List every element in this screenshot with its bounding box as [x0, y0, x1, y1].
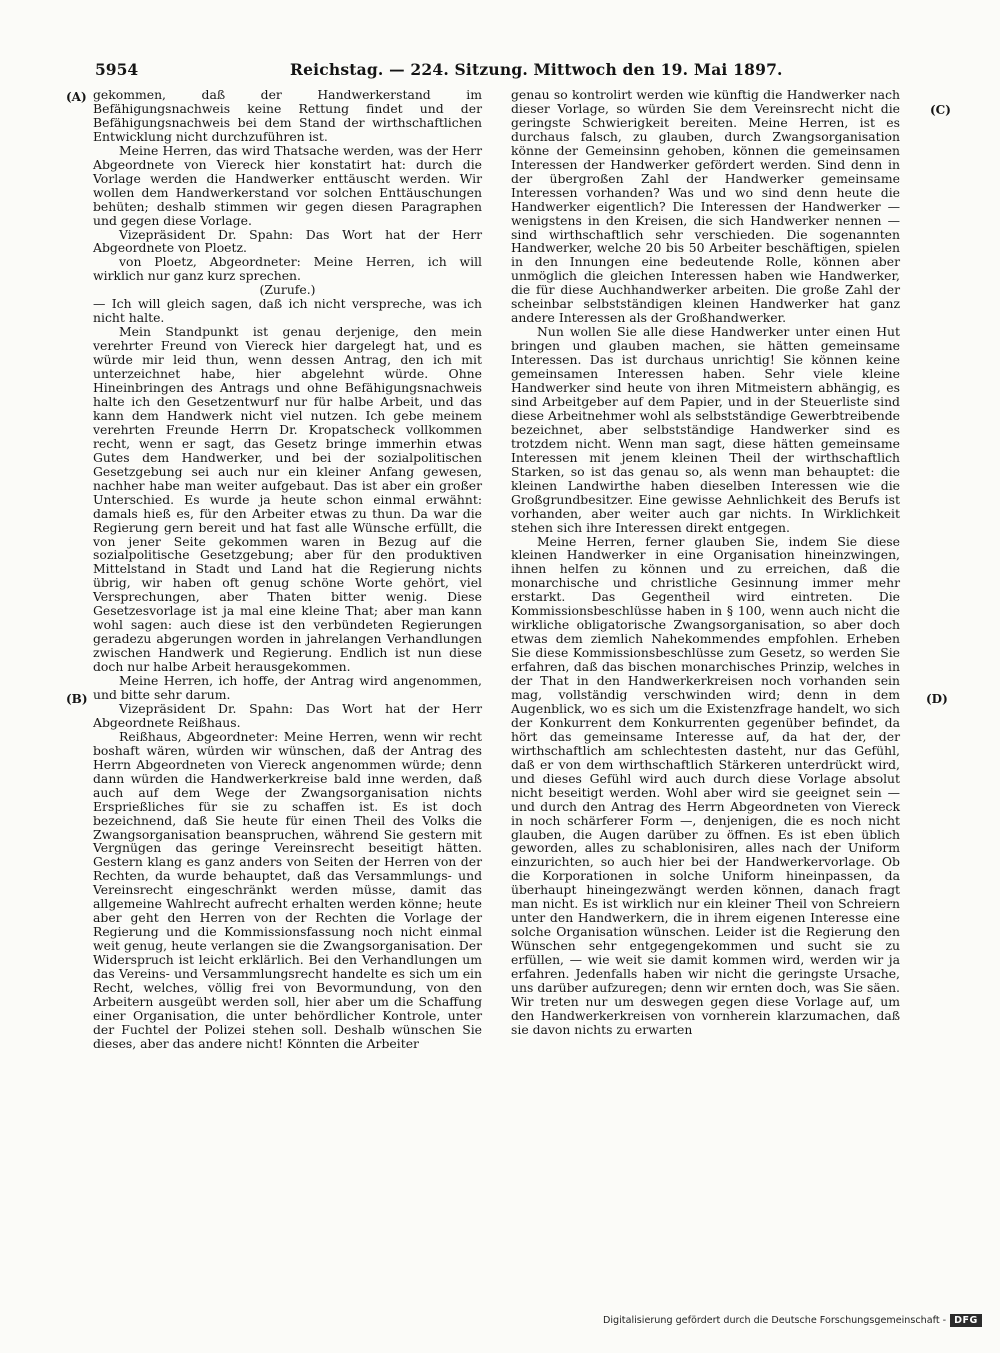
- paragraph: Meine Herren, das wird Thatsache werden, was der Herr Abgeordnete von Viereck hier konstatirt hat: durch die Vorlage werden die Handwerker enttäuscht werden. Wir wollen dem Handwerkerstand vor solchen Enttäuschungen behüten; deshalb stimmen wir gegen diesen Paragraphen und gegen diese Vorlage.: [93, 142, 482, 228]
- margin-marker-a: (A): [66, 90, 87, 104]
- paragraph: Reißhaus, Abgeordneter: Meine Herren, wenn wir recht boshaft wären, würden wir wünschen, daß der Antrag des Herrn Abgeordneten von Viereck angenommen würde; denn dann würden die Handwerkerkreise bald inne werden, daß auch auf dem Wege der Zwangsorganisation nichts Ersprießliches für sie zu schaffen ist. Es ist doch bezeichnend, daß Sie heute für einen Theil des Volks die Zwangsorganisation beanspruchen, während Sie gestern mit Vergnügen das geringe Vereinsrecht beseitigt hätten. Gestern klang es ganz anders von Seiten der Herren von der Rechten, da wurde behauptet, daß das Versammlungs- und Vereinsrecht eingeschränkt werden müsse, damit das allgemeine Wahlrecht aufrecht erhalten werden könne; heute aber geht den Herren von der Rechten die Vorlage der Regierung und die Kommissionsfassung noch nicht einmal weit genug, heute verlangen sie die Zwangsorganisation. Der Widerspruch ist leicht erklärlich. Bei den Verhandlungen um das Vereins- und Versammlungsrecht handelte es sich um ein Recht, welches, völlig frei von Bevormundung, von den Arbeitern ausgeübt werden soll, hier aber um die Schaffung einer Organisation, die unter behördlicher Kontrole, unter der Fuchtel der Polizei stehen soll. Deshalb wünschen Sie dieses, aber das andere nicht! Könnten die Arbeiter: [93, 728, 482, 1051]
- interjection: (Zurufe.): [259, 282, 316, 298]
- paragraph: Mein Standpunkt ist genau derjenige, den mein verehrter Freund von Viereck hier dargelegt hat, und es würde mir leid thun, wenn dessen Antrag, den ich mit unterzeichnet habe, hier abgelehnt würde. Ohne Hineinbringen des Antrags und ohne Befähigungsnachweis halte ich den Gesetzentwurf nur für halbe Arbeit, und das kann dem Handwerk nicht viel nutzen. Ich gebe meinem verehrten Freunde Herrn Dr. Kropatscheck vollkommen recht, wenn er sagt, das Gesetz bringe immerhin etwas Gutes dem Handwerker, und bei der sozialpolitischen Gesetzgebung sei auch nur ein kleiner Anfang gewesen, nachher habe man weiter aufgebaut. Das ist aber ein großer Unterschied. Es wurde ja heute schon einmal erwähnt: damals hieß es, für den Arbeiter etwas zu thun. Da war die Regierung gern bereit und hat fast alle Wünsche erfüllt, die von jener Seite gekommen waren in Bezug auf die sozialpolitische Gesetzgebung; aber für den produktiven Mittelstand in Stadt und Land hat die Regierung nichts übrig, wir haben oft genug schöne Worte gehört, viel Versprechungen, aber Thaten bitter wenig. Diese Gesetzesvorlage ist ja mal eine kleine That; aber man kann wohl sagen: auch diese ist den verbündeten Regierungen geradezu abgerungen worden in jahrelangen Verhandlungen zwischen Handwerk und Regierung. Endlich ist nun diese doch nur halbe Arbeit herausgekommen.: [93, 324, 482, 675]
- footer-text: Digitalisierung gefördert durch die Deutsche Forschungsgemeinschaft -: [603, 1315, 947, 1326]
- left-text-column: [93, 88, 482, 1051]
- dfg-logo: DFG: [950, 1314, 982, 1327]
- right-text-column: [511, 88, 900, 1037]
- running-title: Reichstag. — 224. Sitzung. Mittwoch den 19. Mai 1897.: [290, 60, 783, 79]
- paragraph: genau so kontrolirt werden wie künftig die Handwerker nach dieser Vorlage, so würden Sie dem Vereinsrecht nicht die geringste Schwierigkeit bereiten. Meine Herren, ist es durchaus falsch, zu glauben, durch Zwangsorganisation könne der Gemeinsinn gehoben, können die gemeinsamen Interessen der Handwerker gefördert werden. Sind denn in der übergroßen Zahl der Handwerker gemeinsame Interessen vorhanden? Was und wo sind denn heute die Handwerker eigentlich? Die Interessen der Handwerker — wenigstens in den Kreisen, die sich Handwerker nennen — sind wirthschaftlich sehr verschieden. Die sogenannten Handwerker, welche 20 bis 50 Arbeiter beschäftigen, spielen in den Innungen eine bedeutende Rolle, können aber unmöglich die gleichen Interessen haben wie Handwerker, die für diese Auchhandwerker arbeiten. Die große Zahl der scheinbar selbstständigen kleinen Handwerker hat ganz andere Interessen als der Großhandwerker.: [511, 87, 900, 326]
- paragraph: Meine Herren, ich hoffe, der Antrag wird angenommen, und bitte sehr darum.: [93, 673, 482, 702]
- speaker-line: Vizepräsident Dr. Spahn: Das Wort hat der Herr Abgeordnete Reißhaus.: [93, 700, 482, 730]
- margin-marker-b: (B): [66, 692, 88, 706]
- margin-marker-d: (D): [926, 692, 948, 706]
- paragraph: Meine Herren, ferner glauben Sie, indem Sie diese kleinen Handwerker in eine Organisation hineinzwingen, ihnen helfen zu können und zu erreichen, daß die monarchische und christliche Gesinnung immer mehr erstarkt. Das Gegentheil wird eintreten. Die Kommissionsbeschlüsse haben in § 100, wenn auch nicht die wirkliche obligatorische Zwangsorganisation, so aber doch etwas dem ziemlich Nahekommendes empfohlen. Erheben Sie diese Kommissionsbeschlüsse zum Gesetz, so werden Sie erfahren, daß das bischen monarchisches Prinzip, welches in der That in den Handwerkerkreisen noch vorhanden sein mag, vollständig verschwinden wird; denn in dem Augenblick, wo es sich um die Existenzfrage handelt, wo sich der Konkurrent dem Konkurrenten gegenüber befindet, da hört das gemeinsame Interesse auf, da hat der, der wirthschaftlich am schlechtesten dasteht, nur das Gefühl, daß er von dem wirthschaftlich Stärkeren unterdrückt wird, und dieses Gefühl wird auch durch diese Vorlage absolut nicht beseitigt werden. Wohl aber wird sie geeignet sein — und durch den Antrag des Herrn Abgeordneten von Viereck in noch schärferer Form —, denjenigen, die es noch nicht glauben, die Augen darüber zu öffnen. Es ist eben üblich geworden, alles zu schablonisiren, alles nach der Uniform einzurichten, so auch hier bei der Handwerkervorlage. Ob die Korporationen in solche Uniform hineinpassen, da überhaupt hineingezwängt werden können, danach fragt man nicht. Es ist wirklich nur ein kleiner Theil von Schreiern unter den Handwerkern, die in ihrem eigenen Interesse eine solche Organisation wünschen. Leider ist die Regierung den Wünschen sehr entgegengekommen und sucht sie zu erfüllen, — wie weit sie damit kommen wird, werden wir ja erfahren. Jedenfalls haben wir nicht die geringste Ursache, uns darüber aufzuregen; denn wir ernten doch, was Sie säen. Wir treten nur um deswegen gegen diese Vorlage auf, um den Handwerkerkreisen von vornherein klarzumachen, daß sie davon nichts zu erwarten: [511, 533, 900, 1037]
- digitization-footer: [603, 1314, 982, 1327]
- paragraph: — Ich will gleich sagen, daß ich nicht verspreche, was ich nicht halte.: [93, 296, 482, 326]
- paragraph: Nun wollen Sie alle diese Handwerker unter einen Hut bringen und glauben machen, sie hätten gemeinsame Interessen. Das ist durchaus unrichtig! Sie können keine gemeinsamen Interessen haben. Sehr viele kleine Handwerker sind heute von ihren Mitmeistern abhängig, es sind Arbeitgeber auf dem Papier, und in der Steuerliste sind diese Arbeitnehmer wohl als selbstständige Gewerbtreibende bezeichnet, aber selbstständige Handwerker sind es trotzdem nicht. Wenn man sagt, diese hätten gemeinsame Interessen mit jenem kleinen Theil der wirthschaftlich Starken, so ist das genau so, als wenn man behauptet: die kleinen Landwirthe haben dieselben Interessen wie die Großgrundbesitzer. Eine gewisse Aehnlichkeit des Berufs ist vorhanden, aber weiter auch gar nichts. In Wirklichkeit stehen sich ihre Interessen direkt entgegen.: [511, 324, 900, 535]
- page-number: 5954: [95, 60, 139, 79]
- speaker-line: von Ploetz, Abgeordneter: Meine Herren, ich will wirklich nur ganz kurz sprechen.: [93, 254, 482, 284]
- paragraph: gekommen, daß der Handwerkerstand im Befähigungsnachweis keine Rettung findet und der Befähigungsnachweis bei dem Stand der wirthschaftlichen Entwicklung nicht durchzuführen ist.: [93, 87, 482, 144]
- page-header: [95, 60, 935, 82]
- speaker-line: Vizepräsident Dr. Spahn: Das Wort hat der Herr Abgeordnete von Ploetz.: [93, 226, 482, 256]
- margin-marker-c: (C): [930, 103, 951, 117]
